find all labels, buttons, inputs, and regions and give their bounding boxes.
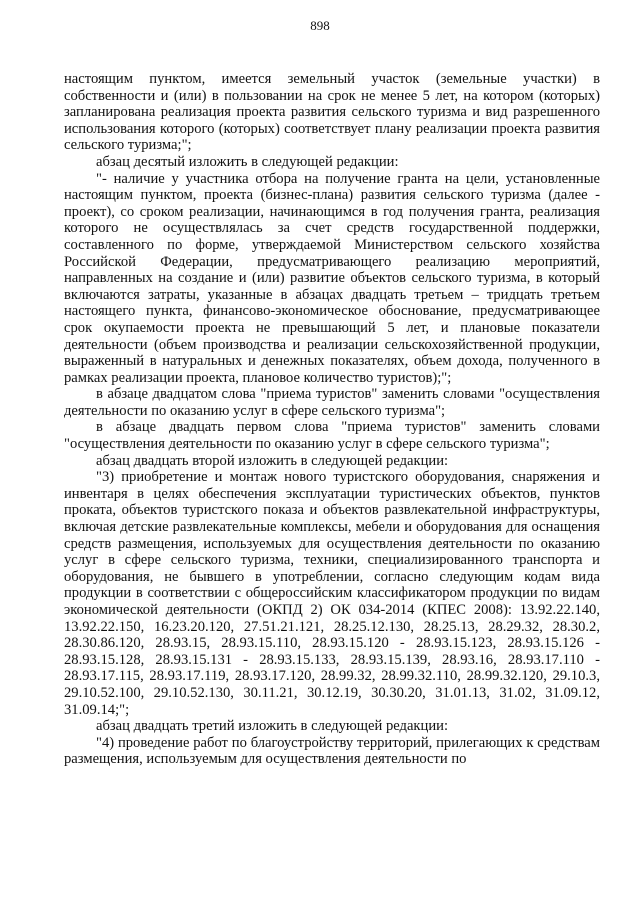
paragraph: "4) проведение работ по благоустройству территорий, прилегающих к средствам размещения, используемым для осуществления деятельности по: [64, 734, 600, 768]
document-body: [64, 71, 600, 768]
paragraph: абзац двадцать второй изложить в следующей редакции:: [96, 452, 449, 469]
paragraph: в абзаце двадцать первом слова "приема туристов" заменить словами "осуществления деятельности по оказанию услуг в сфере сельского туризма";: [64, 419, 600, 453]
paragraph: настоящим пунктом, имеется земельный участок (земельные участки) в собственности и (или) в пользовании на срок не менее 5 лет, на котором (которых) запланирована реализация проекта развития сельского туризма и вид разрешенного использования которого (которых) соответствует плану реализации проекта развития сельского туризма;";: [64, 71, 600, 154]
page-number: 898: [310, 18, 330, 33]
paragraph: абзац двадцать третий изложить в следующей редакции:: [96, 718, 449, 735]
paragraph: "3) приобретение и монтаж нового туристского оборудования, снаряжения и инвентаря в целях обеспечения эксплуатации туристических объектов, пунктов проката, объектов туристского показа и объектов развлекательной инфраструктуры, включая детские развлекательные комплексы, мебели и оборудования для оснащения средств размещения, используемых для осуществления деятельности по оказанию услуг в сфере сельского туризма, техники, специализированного транспорта и оборудования, не бывшего в употреблении, согласно следующим кодам вида продукции в соответствии с общероссийским классификатором продукции по видам экономической деятельности (ОКПД 2) ОК 034-2014 (КПЕС 2008): 13.92.22.140, 13.92.22.150, 16.23.20.120, 27.51.21.121, 28.25.12.130, 28.25.13, 28.29.32, 28.30.2, 28.30.86.120, 28.93.15, 28.93.15.110, 28.93.15.120 - 28.93.15.123, 28.93.15.126 - 28.93.15.128, 28.93.15.131 - 28.93.15.133, 28.93.15.139, 28.93.16, 28.93.17.110 - 28.93.17.115, 28.93.17.119, 28.93.17.120, 28.99.32, 28.99.32.110, 28.99.32.120, 29.10.3, 29.10.52.100, 29.10.52.130, 30.11.21, 30.12.19, 30.30.20, 31.01.13, 31.02, 31.09.12, 31.09.14;";: [64, 469, 600, 718]
paragraph: "- наличие у участника отбора на получение гранта на цели, установленные настоящим пунктом, проекта (бизнес-плана) развития сельского туризма (далее - проект), со сроком реализации, начинающимся в год получения гранта, реализация которого не осуществлялась за счет средств государственной поддержки, составленного по форме, утверждаемой Министерством сельского хозяйства Российской Федерации, предусматривающего реализацию мероприятий, направленных на создание и (или) развитие объектов сельского туризма, в который включаются затраты, указанные в абзацах двадцать третьем – тридцать третьем настоящего пункта, финансово-экономическое обоснование, предусматривающее срок окупаемости проекта не превышающий 5 лет, и плановые показатели деятельности (объем производства и реализации сельскохозяйственной продукции, выраженный в натуральных и денежных показателях, объем дохода, полученного в рамках реализации проекта, плановое количество туристов);";: [64, 170, 600, 386]
paragraph: абзац десятый изложить в следующей редакции:: [96, 153, 399, 170]
paragraph: в абзаце двадцатом слова "приема туристов" заменить словами "осуществления деятельности по оказанию услуг в сфере сельского туризма";: [64, 386, 600, 419]
